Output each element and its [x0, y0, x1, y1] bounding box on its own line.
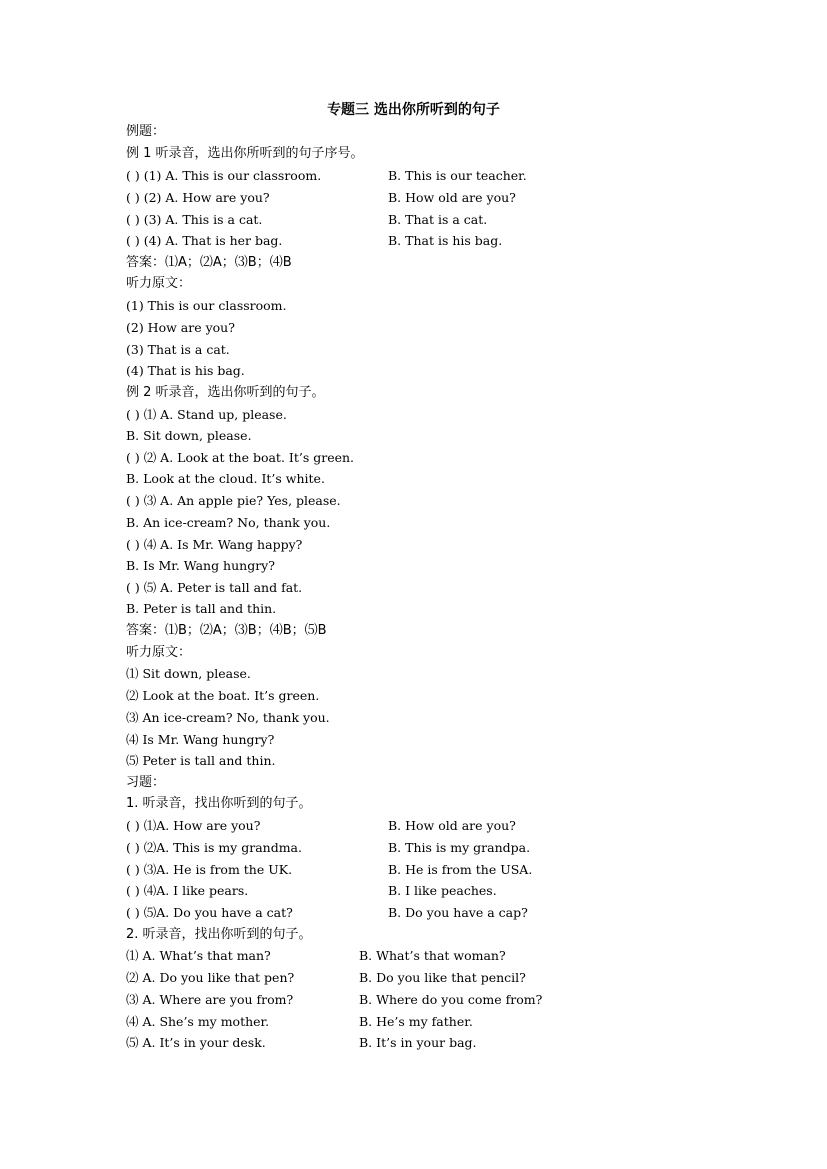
example1-item-b: B. That is his bag.: [388, 233, 503, 248]
practice2-item-a: ⑵ A. Do you like that pen?: [126, 970, 295, 985]
example1-item-b: B. How old are you?: [388, 190, 516, 205]
practice1-item-a: ( ) ⑵A. This is my grandma.: [126, 840, 302, 855]
example2-item-a: ( ) ⑶ A. An apple pie? Yes, please.: [126, 493, 341, 508]
example2-instruction: 例 2 听录音，选出你听到的句子。: [126, 385, 325, 400]
practice2-item-b: B. He’s my father.: [359, 1014, 473, 1029]
example1-answer: 答案：⑴A；⑵A；⑶B；⑷B: [126, 255, 292, 270]
example2-script-line: ⑵ Look at the boat. It’s green.: [126, 688, 320, 703]
example2-item-b: B. Is Mr. Wang hungry?: [126, 558, 275, 573]
practice2-item-a: ⑸ A. It’s in your desk.: [126, 1035, 266, 1050]
practice1-item-a: ( ) ⑸A. Do you have a cat?: [126, 905, 293, 920]
example1-item-b: B. This is our teacher.: [388, 168, 527, 183]
example1-item-a: ( ) (4) A. That is her bag.: [126, 233, 283, 248]
example1-script-line: (4) That is his bag.: [126, 363, 245, 378]
practice2-item-b: B. It’s in your bag.: [359, 1035, 477, 1050]
practice2-item-a: ⑴ A. What’s that man?: [126, 948, 271, 963]
example2-item-b: B. Peter is tall and thin.: [126, 601, 277, 616]
page-title: 专题三 选出你所听到的句子: [327, 102, 500, 118]
practice1-item-b: B. How old are you?: [388, 818, 516, 833]
example2-item-a: ( ) ⑴ A. Stand up, please.: [126, 407, 287, 422]
example1-item-a: ( ) (3) A. This is a cat.: [126, 212, 263, 227]
practice1-item-a: ( ) ⑶A. He is from the UK.: [126, 862, 293, 877]
examples-heading: 例题：: [126, 124, 166, 139]
example2-script-line: ⑸ Peter is tall and thin.: [126, 753, 276, 768]
example1-instruction: 例 1 听录音，选出你所听到的句子序号。: [126, 146, 364, 161]
example2-script-line: ⑶ An ice-cream? No, thank you.: [126, 710, 330, 725]
practice1-item-b: B. Do you have a cap?: [388, 905, 528, 920]
example2-item-a: ( ) ⑵ A. Look at the boat. It’s green.: [126, 450, 355, 465]
practice1-item-b: B. He is from the USA.: [388, 862, 533, 877]
practice2-item-a: ⑶ A. Where are you from?: [126, 992, 294, 1007]
practice-heading: 习题：: [126, 775, 166, 790]
example2-answer: 答案：⑴B；⑵A；⑶B；⑷B；⑸B: [126, 623, 327, 638]
example1-item-a: ( ) (2) A. How are you?: [126, 190, 270, 205]
practice2-instruction: 2. 听录音，找出你听到的句子。: [126, 927, 312, 942]
practice1-item-a: ( ) ⑷A. I like pears.: [126, 883, 249, 898]
example2-item-a: ( ) ⑸ A. Peter is tall and fat.: [126, 580, 303, 595]
example1-item-a: ( ) (1) A. This is our classroom.: [126, 168, 322, 183]
example2-item-b: B. Sit down, please.: [126, 428, 252, 443]
practice1-item-a: ( ) ⑴A. How are you?: [126, 818, 261, 833]
example2-script-line: ⑷ Is Mr. Wang hungry?: [126, 732, 275, 747]
example2-script-label: 听力原文：: [126, 645, 192, 660]
practice2-item-a: ⑷ A. She’s my mother.: [126, 1014, 270, 1029]
practice1-instruction: 1. 听录音，找出你听到的句子。: [126, 796, 312, 811]
practice1-item-b: B. I like peaches.: [388, 883, 497, 898]
example1-script-line: (3) That is a cat.: [126, 342, 230, 357]
example1-script-label: 听力原文：: [126, 276, 192, 291]
practice2-item-b: B. What’s that woman?: [359, 948, 506, 963]
example2-item-b: B. Look at the cloud. It’s white.: [126, 471, 325, 486]
practice2-item-b: B. Do you like that pencil?: [359, 970, 526, 985]
example2-script-line: ⑴ Sit down, please.: [126, 666, 251, 681]
practice2-item-b: B. Where do you come from?: [359, 992, 543, 1007]
example1-item-b: B. That is a cat.: [388, 212, 488, 227]
example2-item-a: ( ) ⑷ A. Is Mr. Wang happy?: [126, 537, 303, 552]
example2-item-b: B. An ice-cream? No, thank you.: [126, 515, 331, 530]
example1-script-line: (2) How are you?: [126, 320, 235, 335]
example1-script-line: (1) This is our classroom.: [126, 298, 287, 313]
practice1-item-b: B. This is my grandpa.: [388, 840, 531, 855]
